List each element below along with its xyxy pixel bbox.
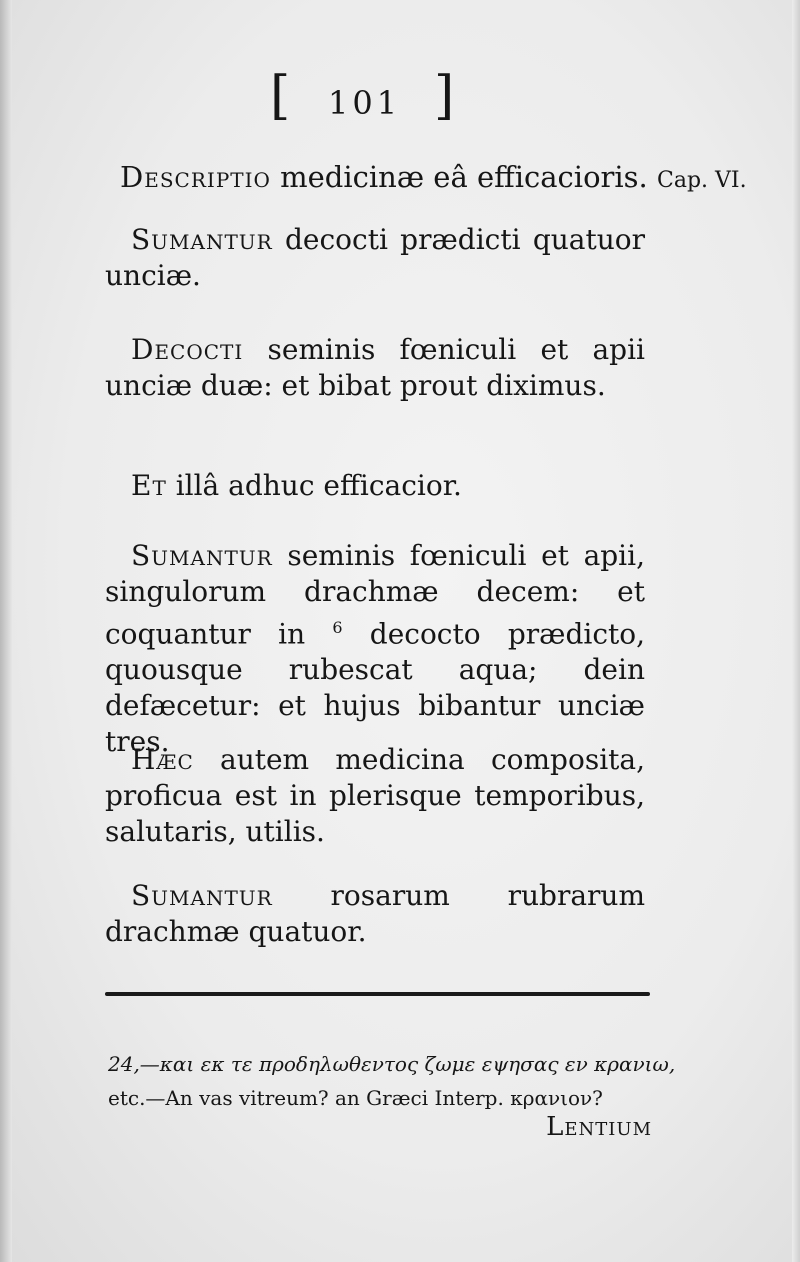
footnote-reference: 6 [332, 618, 343, 637]
caption-lead: Descriptio [120, 160, 271, 194]
paragraph-text-before: seminis fœniculi et apii, singulorum drachmæ decem: et coquantur in [105, 539, 645, 651]
page-edge-shadow [792, 0, 800, 1262]
paragraph-1 [105, 222, 645, 294]
paragraph-4 [105, 538, 645, 760]
footnote-line-1: 24,—και εκ τε προδηλωθεντος ζωμε εψησας εν κρανιω, [108, 1052, 676, 1076]
footnote-rule [105, 992, 650, 996]
paragraph-lead: Decocti [131, 333, 244, 366]
paragraph-text-after: decocto prædicto, quousque rubescat aqua; dein defæcetur: et hujus bibantur unciæ tres. [105, 617, 646, 759]
caption-text: medicinæ eâ efficacioris. [280, 160, 648, 194]
paragraph-lead: Sumantur [131, 223, 273, 256]
header-bracket-right: ] [434, 66, 455, 126]
footnote-line-2: etc.—An vas vitreum? an Græci Interp. κρανιον? [108, 1086, 603, 1110]
paragraph-lead: Sumantur [131, 539, 273, 572]
paragraph-lead: Et [131, 469, 167, 502]
paragraph-lead: Hæc [131, 743, 194, 776]
paragraph-3 [105, 468, 645, 504]
paragraph-2 [105, 332, 645, 404]
header-bracket-left: [ [270, 66, 291, 126]
page-gutter-shadow [0, 0, 12, 1262]
paragraph-text: illâ adhuc efficacior. [175, 469, 462, 502]
paragraph-text: seminis fœniculi et apii unciæ duæ: et bibat prout diximus. [105, 333, 646, 402]
paragraph-5 [105, 742, 645, 850]
page-header [262, 66, 462, 130]
page-number: 101 [328, 84, 402, 122]
paragraph-text: rosarum rubrarum drachmæ quatuor. [105, 879, 645, 948]
paragraph-text: decocti prædicti quatuor unciæ. [105, 223, 645, 292]
section-caption [120, 160, 790, 194]
chapter-label: Cap. VI. [657, 168, 747, 193]
paragraph-text: autem medicina composita, proficua est in plerisque temporibus, salutaris, utilis. [105, 743, 645, 848]
paragraph-6 [105, 878, 645, 950]
paragraph-lead: Sumantur [131, 879, 273, 912]
catchword: Lentium [546, 1112, 652, 1142]
